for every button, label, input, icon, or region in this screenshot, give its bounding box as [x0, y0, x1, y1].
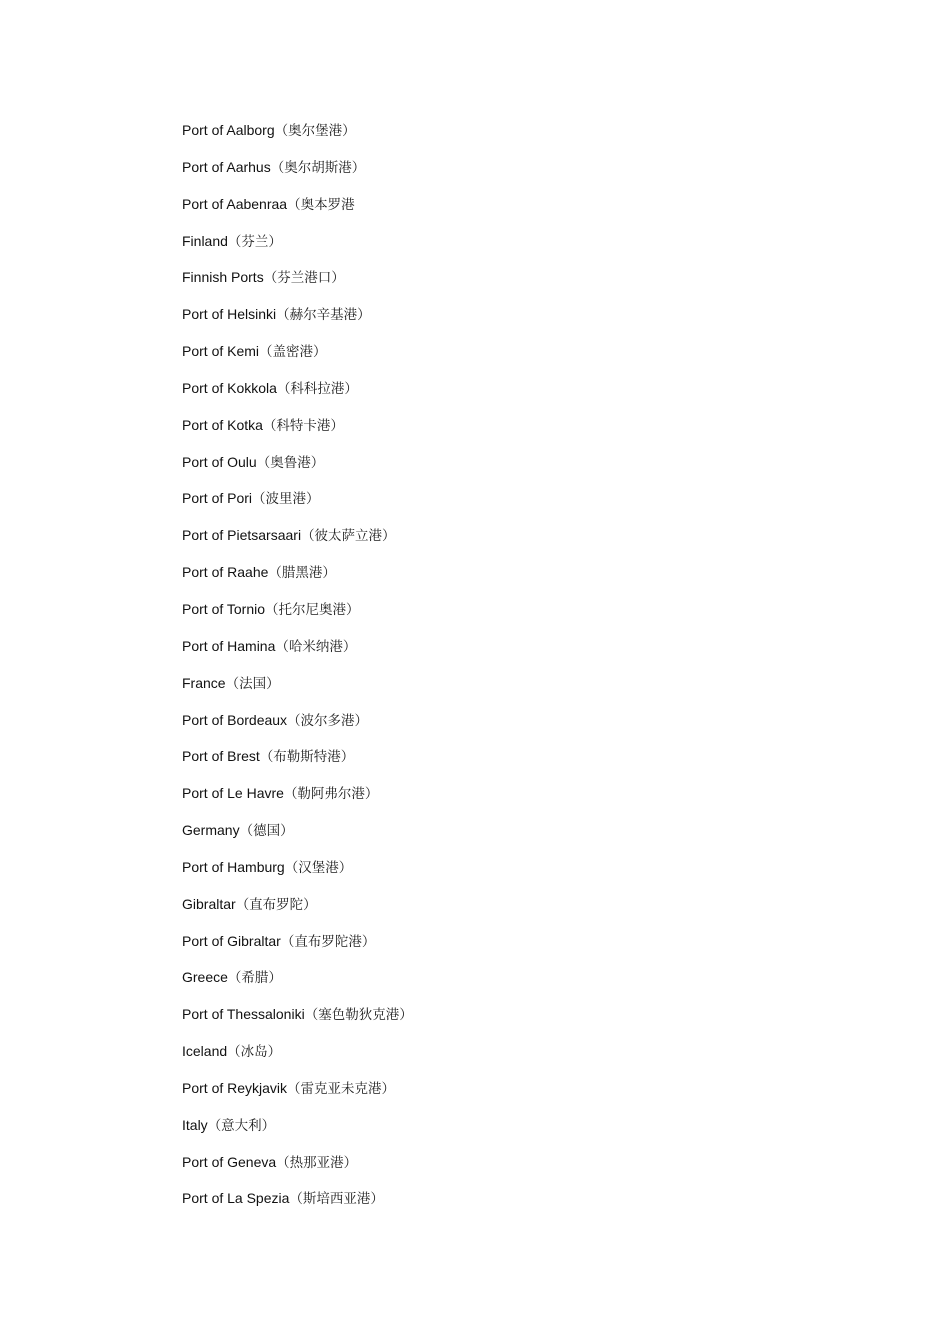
- entry-english-name: Gibraltar: [182, 895, 236, 912]
- entry-english-name: Port of La Spezia: [182, 1190, 290, 1207]
- list-item: [182, 892, 413, 929]
- list-item: [182, 781, 413, 818]
- list-item: [182, 486, 413, 523]
- entry-english-name: Port of Kemi: [182, 343, 260, 360]
- list-item: [182, 929, 413, 966]
- entry-chinese-name: （法国）: [225, 675, 280, 692]
- entry-english-name: Port of Brest: [182, 748, 260, 765]
- list-item: [182, 708, 413, 745]
- entry-chinese-name: （芬兰港口）: [263, 270, 345, 287]
- entry-english-name: Germany: [182, 822, 240, 839]
- entry-chinese-name: （雷克亚未克港）: [287, 1080, 396, 1097]
- list-item: [182, 1002, 413, 1039]
- list-item: [182, 1039, 413, 1076]
- entry-chinese-name: （热那亚港）: [276, 1154, 358, 1171]
- entry-chinese-name: （彼太萨立港）: [301, 528, 396, 545]
- entry-chinese-name: （布勒斯特港）: [259, 749, 355, 766]
- list-item: [182, 1150, 413, 1187]
- list-item: [182, 1186, 413, 1223]
- entry-chinese-name: （腊黑港）: [268, 565, 336, 582]
- list-item: [182, 155, 413, 192]
- entry-english-name: Finnish Ports: [182, 269, 264, 286]
- entry-chinese-name: （直布罗陀港）: [280, 933, 376, 950]
- entry-english-name: France: [182, 674, 226, 691]
- entry-chinese-name: （芬兰）: [227, 233, 282, 250]
- list-item: [182, 560, 413, 597]
- entry-chinese-name: （波里港）: [252, 491, 320, 508]
- list-item: [182, 413, 413, 450]
- entry-chinese-name: （赫尔辛基港）: [276, 307, 371, 324]
- list-item: [182, 339, 413, 376]
- entry-english-name: Port of Pori: [182, 490, 253, 507]
- entry-english-name: Port of Le Havre: [182, 785, 284, 802]
- entry-english-name: Finland: [182, 232, 228, 249]
- list-item: [182, 229, 413, 266]
- entry-english-name: Port of Helsinki: [182, 306, 277, 323]
- entry-english-name: Port of Gibraltar: [182, 932, 281, 949]
- entry-english-name: Port of Thessaloniki: [182, 1006, 305, 1023]
- entry-english-name: Port of Kokkola: [182, 379, 277, 396]
- entry-chinese-name: （奥尔胡斯港）: [270, 159, 366, 176]
- entry-english-name: Port of Tornio: [182, 600, 266, 617]
- entry-english-name: Port of Reykjavik: [182, 1079, 288, 1096]
- entry-chinese-name: （冰岛）: [227, 1044, 282, 1061]
- list-item: [182, 192, 413, 229]
- entry-chinese-name: （哈米纳港）: [275, 638, 357, 655]
- entry-english-name: Iceland: [182, 1043, 228, 1060]
- entry-chinese-name: （科科拉港）: [276, 380, 358, 397]
- entry-english-name: Port of Hamina: [182, 637, 276, 654]
- entry-chinese-name: （希腊）: [227, 970, 282, 987]
- entry-chinese-name: （直布罗陀）: [235, 896, 317, 913]
- entry-chinese-name: （意大利）: [207, 1117, 276, 1134]
- list-item: [182, 965, 413, 1002]
- entry-chinese-name: （勒阿弗尔港）: [283, 786, 379, 803]
- entry-english-name: Port of Geneva: [182, 1153, 277, 1170]
- entry-english-name: Greece: [182, 969, 228, 986]
- entry-english-name: Port of Aabenraa: [182, 195, 288, 212]
- list-item: [182, 450, 413, 487]
- entry-english-name: Port of Aalborg: [182, 122, 275, 138]
- entry-english-name: Port of Hamburg: [182, 858, 285, 875]
- list-item: [182, 302, 413, 339]
- entry-chinese-name: （托尔尼奥港）: [265, 601, 360, 618]
- entry-chinese-name: （盖密港）: [259, 344, 327, 361]
- entry-chinese-name: （塞色勒狄克港）: [304, 1007, 413, 1024]
- list-item: [182, 671, 413, 708]
- entry-english-name: Port of Bordeaux: [182, 711, 288, 728]
- entry-english-name: Port of Raahe: [182, 564, 269, 581]
- entry-chinese-name: （德国）: [239, 823, 294, 840]
- list-item: [182, 265, 413, 302]
- list-item: [182, 744, 413, 781]
- entry-chinese-name: （斯培西亚港）: [289, 1191, 384, 1208]
- list-item: [182, 376, 413, 413]
- entry-chinese-name: （奥本罗港: [287, 196, 355, 213]
- entry-english-name: Port of Pietsarsaari: [182, 527, 302, 544]
- entry-english-name: Port of Oulu: [182, 453, 257, 470]
- list-item: [182, 818, 413, 855]
- entry-chinese-name: （科特卡港）: [262, 417, 344, 434]
- entry-english-name: Port of Aarhus: [182, 158, 271, 175]
- entry-english-name: Italy: [182, 1116, 208, 1133]
- list-item: [182, 634, 413, 671]
- list-item: [182, 118, 413, 155]
- entry-chinese-name: （波尔多港）: [287, 712, 369, 729]
- list-item: [182, 855, 413, 892]
- list-item: [182, 523, 413, 560]
- list-item: [182, 1076, 413, 1113]
- list-item: [182, 1113, 413, 1150]
- entry-chinese-name: （奥鲁港）: [256, 454, 325, 471]
- port-list: [182, 118, 413, 1223]
- entry-english-name: Port of Kotka: [182, 416, 263, 433]
- entry-chinese-name: （汉堡港）: [284, 859, 353, 876]
- list-item: [182, 597, 413, 634]
- entry-chinese-name: （奥尔堡港）: [274, 123, 356, 139]
